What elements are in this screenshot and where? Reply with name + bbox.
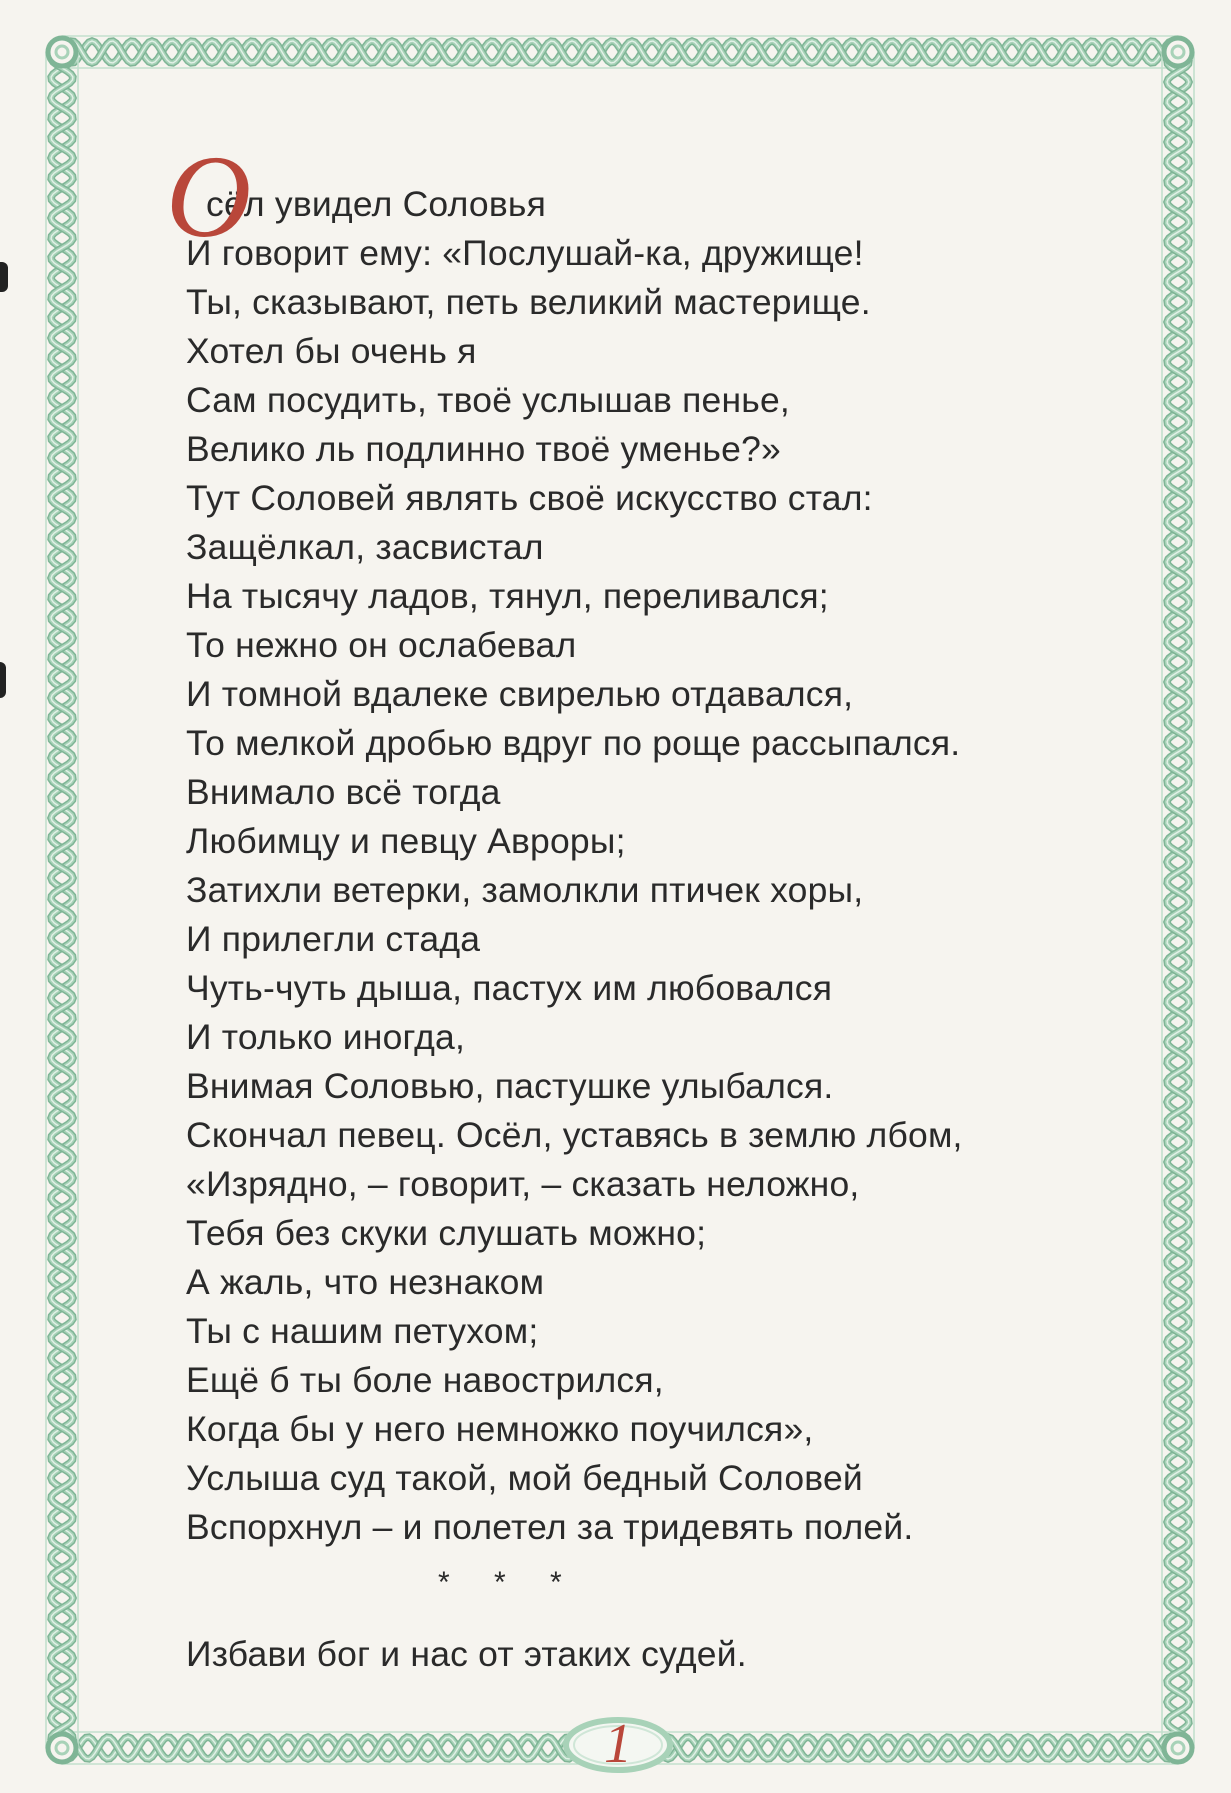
poem-line: Ты, сказывают, петь великий мастерище. xyxy=(186,282,871,322)
poem-line: То мелкой дробью вдруг по роще рассыпался. xyxy=(186,723,961,763)
poem-line: Ещё б ты боле навострился, xyxy=(186,1360,664,1400)
poem-line: Тут Соловей являть своё искусство стал: xyxy=(186,478,873,518)
poem-line: Хотел бы очень я xyxy=(186,331,477,371)
border-corner-knot xyxy=(48,1734,76,1762)
poem-line: Любимцу и певцу Авроры; xyxy=(186,821,626,861)
poem-moral: Избави бог и нас от этаких судей. xyxy=(186,1634,747,1674)
poem-line: Велико ль подлинно твоё уменье?» xyxy=(186,429,781,469)
page-number: 1 xyxy=(604,1713,632,1775)
poem-line: Защёлкал, засвистал xyxy=(186,527,544,567)
poem-line: Скончал певец. Осёл, уставясь в землю лбом, xyxy=(186,1115,963,1155)
poem-text xyxy=(166,131,1086,1679)
poem-line: Внимая Соловью, пастушке улыбался. xyxy=(186,1066,834,1106)
poem-line: Когда бы у него немножко поучился», xyxy=(186,1409,814,1449)
border-corner-knot xyxy=(48,38,76,66)
border-corner-knot xyxy=(1164,38,1192,66)
poem-line: Ты с нашим петухом; xyxy=(186,1311,539,1351)
stanza-separator: * * * xyxy=(438,1566,580,1599)
poem-line: На тысячу ладов, тянул, переливался; xyxy=(186,576,829,616)
poem-line: Затихли ветерки, замолкли птичек хоры, xyxy=(186,870,864,910)
page-edge-mark xyxy=(0,262,8,292)
poem-line: «Изрядно, – говорит, – сказать неложно, xyxy=(186,1164,860,1204)
poem-line: Тебя без скуки слушать можно; xyxy=(186,1213,707,1253)
poem-line: Услыша суд такой, мой бедный Соловей xyxy=(186,1458,863,1498)
poem-line: И прилегли стада xyxy=(186,919,481,959)
poem-line: И только иногда, xyxy=(186,1017,466,1057)
first-line-text: сёл увидел Соловья xyxy=(206,184,547,224)
poem-line: То нежно он ослабевал xyxy=(186,625,577,665)
poem-line: И говорит ему: «Послушай-ка, дружище! xyxy=(186,233,864,273)
drop-cap: О xyxy=(166,131,252,262)
page-edge-mark xyxy=(0,662,6,698)
poem-line: А жаль, что незнаком xyxy=(186,1262,545,1302)
border-corner-knot xyxy=(1164,1734,1192,1762)
poem-line: Чуть-чуть дыша, пастух им любовался xyxy=(186,968,833,1008)
poem-lines xyxy=(186,229,1086,1552)
poem-line: Внимало всё тогда xyxy=(186,772,501,812)
poem-line: Вспорхнул – и полетел за тридевять полей. xyxy=(186,1507,914,1547)
poem-line: Сам посудить, твоё услышав пенье, xyxy=(186,380,790,420)
poem-line: И томной вдалеке свирелью отдавался, xyxy=(186,674,854,714)
